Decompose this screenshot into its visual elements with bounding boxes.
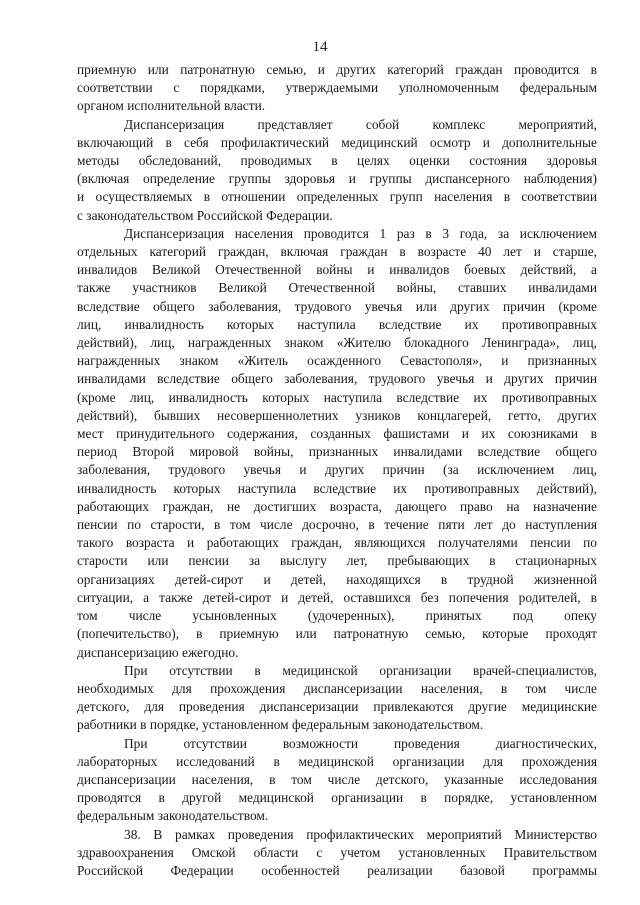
text-line: лиц, инвалидность которых наступила вследствие их противоправных — [77, 316, 597, 332]
text-line: период Второй мировой войны, признанных инвалидами вследствие общего — [77, 444, 597, 460]
text-line: здравоохранения Омской области с учетом установленных Правительством — [77, 844, 597, 860]
text-line: детского, для проведения диспансеризации привлекаются другие медицинские — [77, 699, 597, 715]
text-line: награжденных знаком «Житель осажденного Севастополя», и признанных — [77, 353, 597, 369]
text-line: диспансеризацию ежегодно. — [77, 644, 239, 660]
text-line: и осуществляемых в отношении определенных групп населения в соответствии — [77, 189, 597, 205]
page-number: 14 — [312, 39, 328, 55]
text-line: методы обследований, проводимых в целях оценки состояния здоровья — [77, 153, 597, 169]
text-line: такого возраста и работающих граждан, являющихся получателями пенсии по — [77, 535, 597, 551]
body-text — [77, 61, 597, 880]
text-line: старости или пенсии за выслугу лет, пребывающих в стационарных — [77, 553, 597, 569]
text-line: вследствие общего заболевания, трудового увечья или других причин (кроме — [77, 298, 597, 314]
text-line: ситуации, а также детей-сирот и детей, оставшихся без попечения родителей, в — [77, 589, 597, 605]
text-line: также участников Великой Отечественной войны, ставших инвалидами — [77, 280, 597, 296]
text-line: Диспансеризация населения проводится 1 раз в 3 года, за исключением — [124, 225, 597, 241]
text-line: действий), бывших несовершеннолетних узников концлагерей, гетто, других — [77, 407, 597, 423]
paragraph — [77, 225, 597, 662]
text-line: работающих граждан, не достигших возраста, дающего право на назначение — [77, 498, 597, 514]
paragraph — [77, 826, 597, 881]
text-line: с законодательством Российской Федерации. — [77, 207, 333, 223]
text-line: проводятся в другой медицинской организации в порядке, установленном — [77, 790, 597, 806]
text-line: (кроме лиц, инвалидность которых наступила вследствие их противоправных — [77, 389, 597, 405]
text-line: мест принудительного содержания, созданных фашистами и их союзниками в — [77, 426, 597, 442]
text-line: приемную или патронатную семью, и других категорий граждан проводится в — [77, 62, 597, 77]
text-line: 38. В рамках проведения профилактических мероприятий Министерство — [124, 826, 597, 842]
text-line: действий), лиц, награжденных знаком «Жителю блокадного Ленинграда», лиц, — [77, 335, 597, 351]
text-line: соответствии с порядками, утверждаемыми уполномоченным федеральным — [77, 80, 597, 96]
paragraph — [77, 116, 597, 225]
text-line: Диспансеризация представляет собой комплекс мероприятий, — [124, 116, 597, 132]
text-line: инвалидами вследствие общего заболевания, трудового увечья и других причин — [77, 371, 597, 387]
text-line: включающий в себя профилактический медицинский осмотр и дополнительные — [77, 134, 597, 150]
text-line: заболевания, трудового увечья и других причин (за исключением лиц, — [77, 462, 597, 478]
text-line: федеральным законодательством. — [77, 808, 269, 824]
text-line: лабораторных исследований в медицинской организации для прохождения — [77, 753, 597, 769]
text-line: инвалидность которых наступила вследствие их противоправных действий), — [77, 480, 597, 496]
text-line: инвалидов Великой Отечественной войны и инвалидов боевых действий, а — [77, 262, 597, 278]
text-line: (попечительство), в приемную или патронатную семью, которые проходят — [77, 626, 597, 642]
text-line: организациях детей-сирот и детей, находящихся в трудной жизненной — [77, 571, 597, 587]
text-line: Российской Федерации особенностей реализации базовой программы — [77, 862, 597, 878]
text-line: органом исполнительной власти. — [77, 98, 266, 114]
text-line: При отсутствии в медицинской организации врачей-специалистов, — [124, 662, 597, 678]
text-line: необходимых для прохождения диспансеризации населения, в том числе — [77, 680, 597, 696]
paragraph — [77, 662, 597, 735]
text-line: том числе усыновленных (удочеренных), принятых под опеку — [77, 608, 597, 624]
text-line: При отсутствии возможности проведения диагностических, — [124, 735, 597, 751]
paragraph — [77, 735, 597, 826]
text-line: пенсии по старости, в том числе досрочно, в течение пяти лет до наступления — [77, 517, 597, 533]
text-line: работники в порядке, установленном федеральным законодательством. — [77, 717, 484, 733]
paragraph — [77, 61, 597, 116]
text-line: диспансеризации населения, в том числе детского, указанные исследования — [77, 771, 597, 787]
text-line: (включая определение группы здоровья и группы диспансерного наблюдения) — [77, 171, 597, 187]
text-line: отдельных категорий граждан, включая граждан в возрасте 40 лет и старше, — [77, 244, 597, 260]
